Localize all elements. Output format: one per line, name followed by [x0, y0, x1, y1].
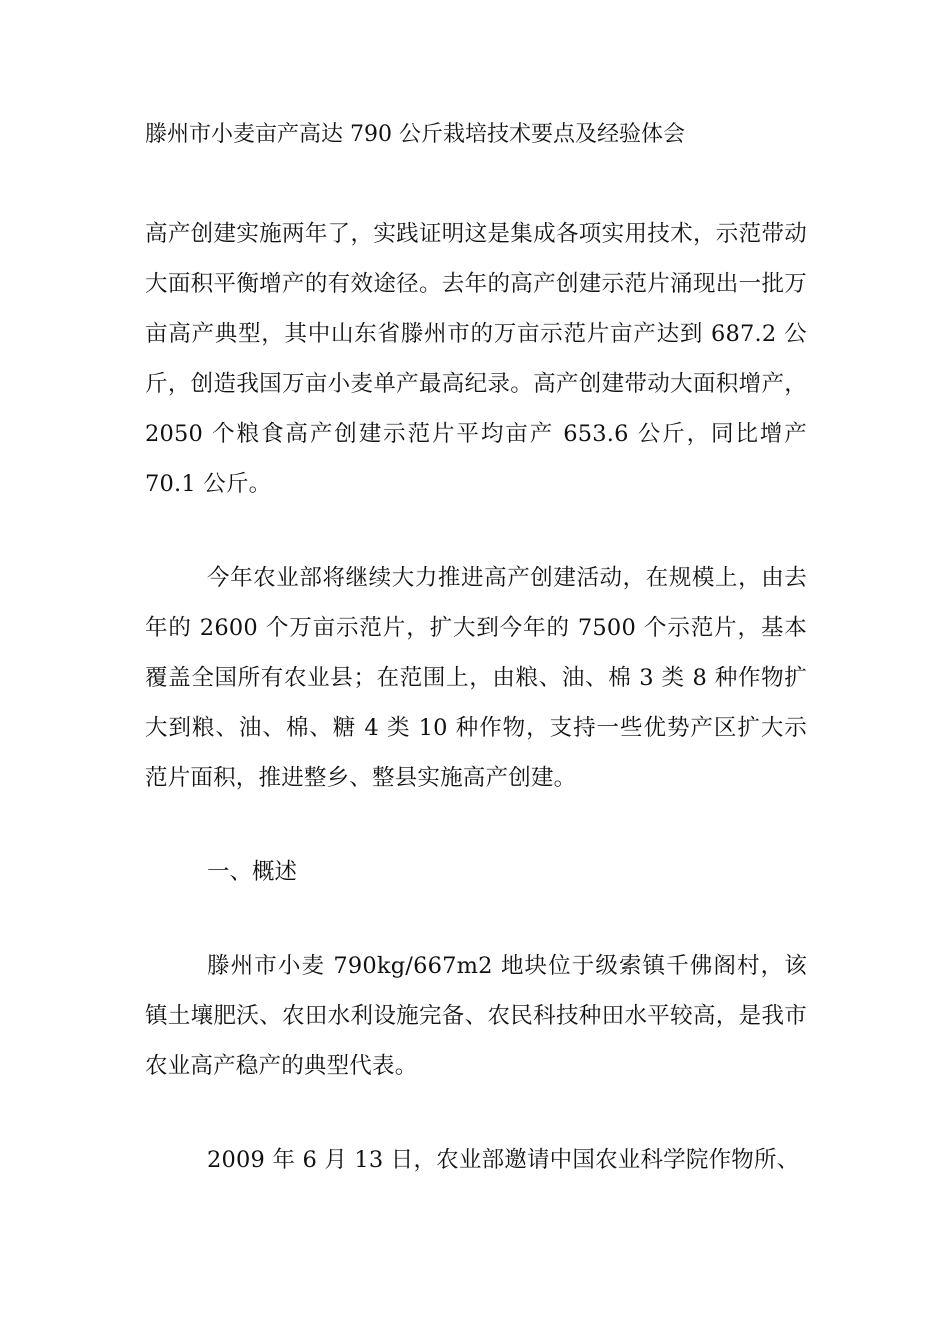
document-body	[145, 113, 807, 1229]
paragraph-plan: 今年农业部将继续大力推进高产创建活动，在规模上，由去年的 2600 个万亩示范片，扩大到今年的 7500 个示范片，基本覆盖全国所有农业县；在范围上，由粮、油、棉 3 类 8 种作物扩大到粮、油、棉、糖 4 类 10 种作物，支持一些优势产区扩大示范片面积，推进整乡、整县实施高产创建。	[145, 565, 807, 791]
paragraph-date: 2009 年 6 月 13 日，农业部邀请中国农业科学院作物所、	[207, 1147, 800, 1173]
section-heading-overview: 一、概述	[207, 859, 298, 885]
paragraph-intro: 高产创建实施两年了，实践证明这是集成各项实用技术，示范带动大面积平衡增产的有效途径。去年的高产创建示范片涌现出一批万亩高产典型，其中山东省滕州市的万亩示范片亩产达到 687.2 公斤，创造我国万亩小麦单产最高纪录。高产创建带动大面积增产， 2050 个粮食高产创建示范片平均亩产 653.6 公斤，同比增产 70.1 公斤。	[145, 221, 807, 497]
paragraph-overview: 滕州市小麦 790kg/667m2 地块位于级索镇千佛阁村，该镇土壤肥沃、农田水利设施完备、农民科技种田水平较高，是我市农业高产稳产的典型代表。	[145, 953, 807, 1079]
document-title: 滕州市小麦亩产高达 790 公斤栽培技术要点及经验体会	[145, 122, 685, 147]
